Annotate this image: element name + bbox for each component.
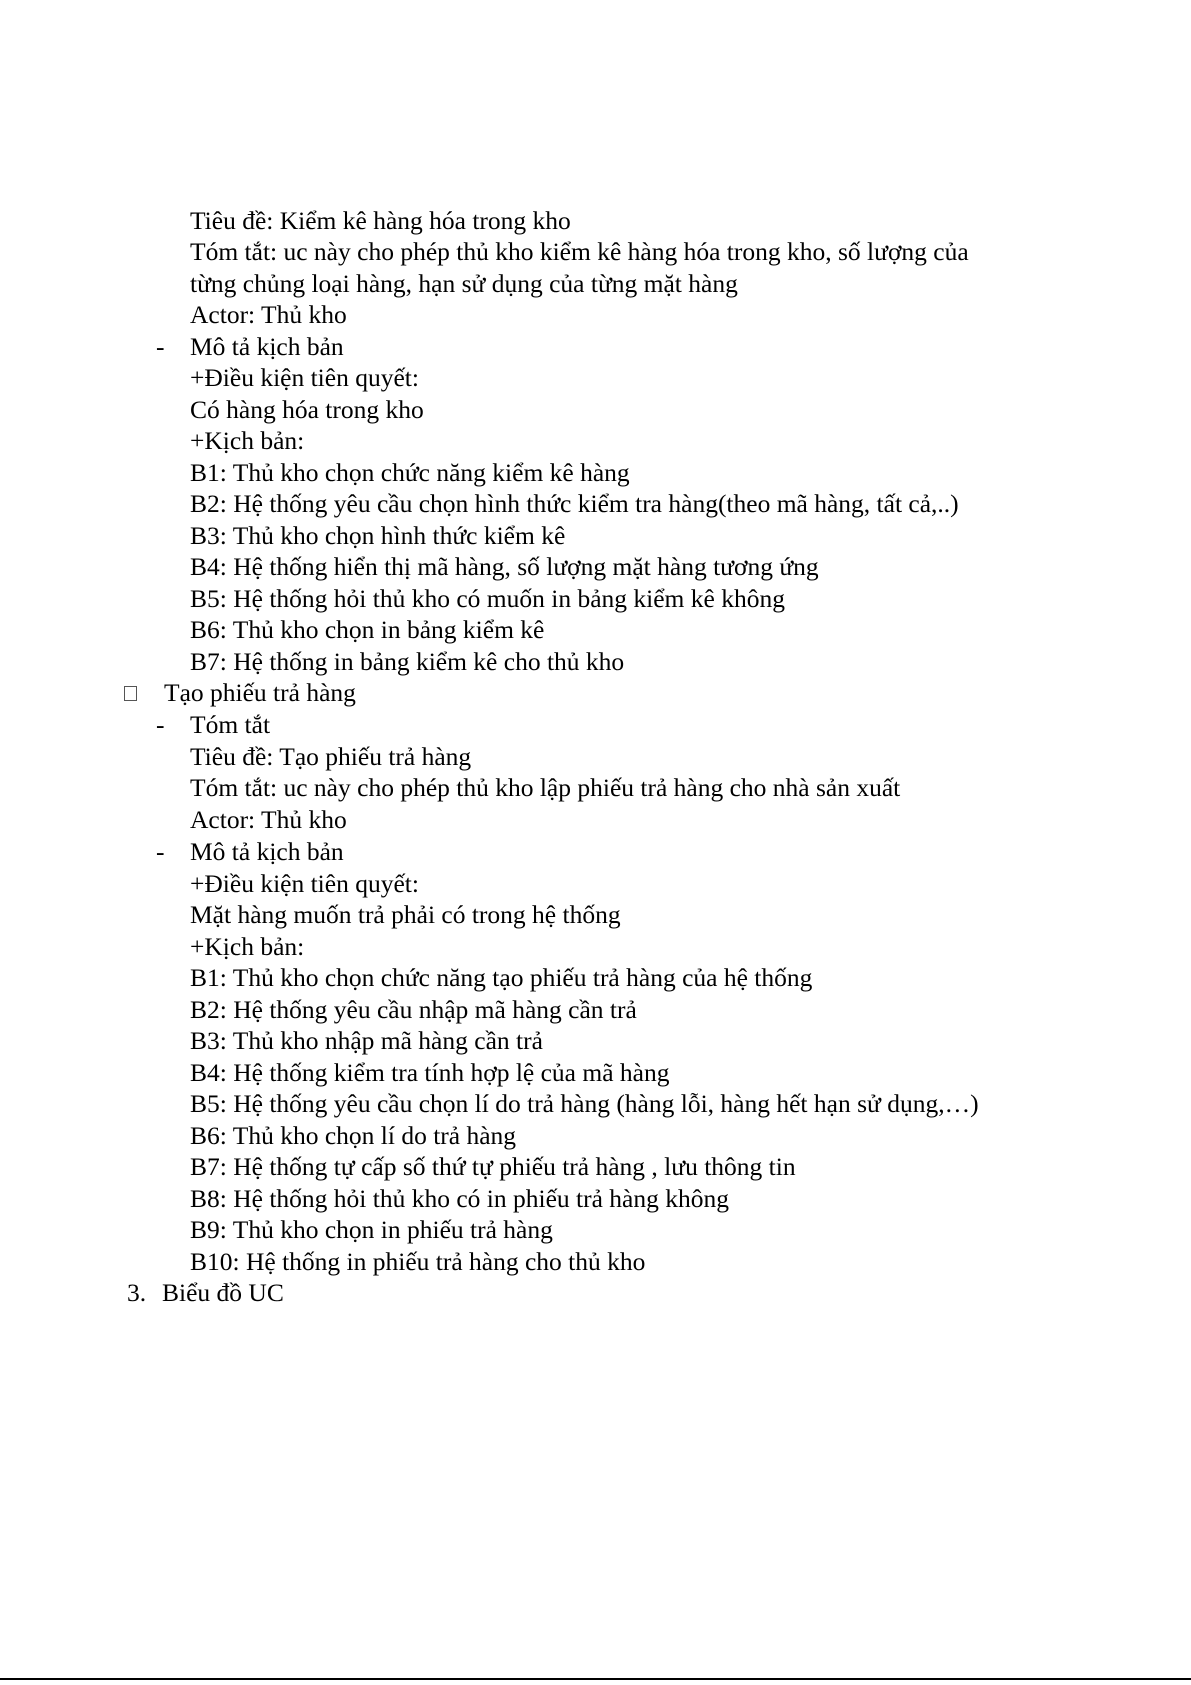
section3-number: 3.: [127, 1278, 147, 1307]
uc1-title: Tiêu đề: Kiểm kê hàng hóa trong kho: [190, 206, 571, 235]
uc2-step: B9: Thủ kho chọn in phiếu trả hàng: [190, 1215, 553, 1244]
uc2-step: B10: Hệ thống in phiếu trả hàng cho thủ kho: [190, 1247, 646, 1276]
uc2-step: B1: Thủ kho chọn chức năng tạo phiếu trả hàng của hệ thống: [190, 963, 813, 992]
uc2-scenario-heading: Mô tả kịch bản: [190, 837, 344, 866]
uc1-step: B3: Thủ kho chọn hình thức kiểm kê: [190, 521, 566, 550]
bullet-square-icon: [124, 686, 137, 701]
uc1-scenario-heading: Mô tả kịch bản: [190, 332, 344, 361]
uc2-summary-heading: Tóm tắt: [190, 710, 271, 739]
uc2-step: B6: Thủ kho chọn lí do trả hàng: [190, 1121, 517, 1150]
uc1-actor: Actor: Thủ kho: [190, 300, 347, 329]
uc2-summary: Tóm tắt: uc này cho phép thủ kho lập phiếu trả hàng cho nhà sản xuất: [190, 773, 901, 802]
uc1-precondition-label: +Điều kiện tiên quyết:: [190, 363, 419, 392]
uc1-script-label: +Kịch bản:: [190, 426, 305, 455]
uc1-step: B5: Hệ thống hỏi thủ kho có muốn in bảng kiểm kê không: [190, 584, 785, 613]
uc2-title: Tiêu đề: Tạo phiếu trả hàng: [190, 742, 472, 771]
uc2-precondition-label: +Điều kiện tiên quyết:: [190, 869, 419, 898]
uc2-step: B2: Hệ thống yêu cầu nhập mã hàng cần trả: [190, 995, 637, 1024]
uc2-step: B3: Thủ kho nhập mã hàng cần trả: [190, 1026, 543, 1055]
uc2-step: B5: Hệ thống yêu cầu chọn lí do trả hàng (hàng lỗi, hàng hết hạn sử dụng,…): [190, 1089, 979, 1118]
uc2-heading: Tạo phiếu trả hàng: [164, 678, 356, 707]
uc1-summary-line1: Tóm tắt: uc này cho phép thủ kho kiểm kê hàng hóa trong kho, số lượng của: [190, 237, 969, 266]
uc2-step: B7: Hệ thống tự cấp số thứ tự phiếu trả hàng , lưu thông tin: [190, 1152, 796, 1181]
page-bottom-rule: [0, 1678, 1191, 1680]
uc2-scenario-dash: -: [156, 837, 165, 866]
uc1-summary-line2: từng chủng loại hàng, hạn sử dụng của từng mặt hàng: [190, 269, 738, 298]
uc2-precondition: Mặt hàng muốn trả phải có trong hệ thống: [190, 900, 621, 929]
uc2-actor: Actor: Thủ kho: [190, 805, 347, 834]
uc2-step: B4: Hệ thống kiểm tra tính hợp lệ của mã hàng: [190, 1058, 670, 1087]
uc2-step: B8: Hệ thống hỏi thủ kho có in phiếu trả hàng không: [190, 1184, 729, 1213]
uc2-summary-dash: -: [156, 710, 165, 739]
uc1-step: B6: Thủ kho chọn in bảng kiểm kê: [190, 615, 545, 644]
uc1-step: B1: Thủ kho chọn chức năng kiểm kê hàng: [190, 458, 630, 487]
uc1-scenario-dash: -: [156, 332, 165, 361]
uc1-step: B7: Hệ thống in bảng kiểm kê cho thủ kho: [190, 647, 625, 676]
uc1-step: B2: Hệ thống yêu cầu chọn hình thức kiểm tra hàng(theo mã hàng, tất cả,..): [190, 489, 959, 518]
uc2-script-label: +Kịch bản:: [190, 932, 305, 961]
uc1-step: B4: Hệ thống hiển thị mã hàng, số lượng mặt hàng tương ứng: [190, 552, 819, 581]
uc1-precondition: Có hàng hóa trong kho: [190, 395, 424, 424]
section3-heading: Biểu đồ UC: [162, 1278, 284, 1307]
